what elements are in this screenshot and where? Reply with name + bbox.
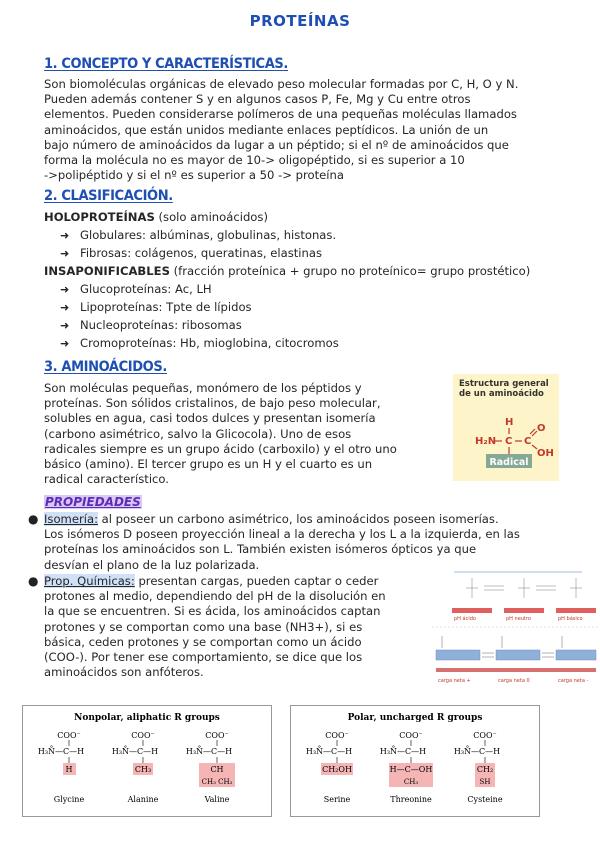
name-valine: Valine bbox=[204, 795, 230, 804]
body-line: básica, ceden protones y se comportan como un ácido bbox=[44, 634, 362, 649]
body-line: radical característico. bbox=[44, 472, 169, 487]
atom-o: O bbox=[537, 423, 546, 434]
ph-label-basic: pH básico bbox=[558, 616, 583, 622]
section-2-heading: 2. CLASIFICACIÓN. bbox=[44, 188, 173, 204]
holoproteinas-label: HOLOPROTEÍNAS bbox=[44, 210, 155, 224]
body-line: (COO-). Por tener ese comportamiento, se dice que los bbox=[44, 650, 363, 665]
nh3-label: H₃N̊—C—H bbox=[37, 747, 85, 756]
r-group-serine: CH₂OH bbox=[322, 765, 352, 774]
body-line: Pueden además contener S y en algunos casos P, Fe, Mg y Cu entre otros bbox=[44, 92, 471, 107]
amino-acid-structure-diagram bbox=[453, 374, 559, 481]
classification-list bbox=[44, 210, 564, 354]
body-line: protones al medio, dependiendo del pH de la disolución en bbox=[44, 589, 386, 604]
atom-oh: OH bbox=[537, 448, 554, 459]
amino-acid-structure-figure bbox=[453, 374, 559, 481]
properties-heading: PROPIEDADES bbox=[45, 495, 141, 509]
arrow-icon: ➜ bbox=[60, 301, 70, 314]
list-item: ➜ Globulares: albúminas, globulinas, histonas. bbox=[60, 228, 337, 242]
body-line: Son moléculas pequeñas, monómero de los péptidos y bbox=[44, 381, 362, 395]
list-item: ➜ Fibrosas: colágenos, queratinas, elastinas bbox=[60, 246, 323, 260]
nh3-label: H₃N̊—C—H bbox=[111, 747, 159, 756]
body-line: elementos. Pueden considerarse polímeros de una pequeñas moléculas llamados bbox=[44, 107, 517, 122]
polar-title: Polar, uncharged R groups bbox=[347, 713, 483, 723]
name-glycine: Glycine bbox=[53, 795, 85, 804]
ph-equilibrium-figure bbox=[432, 570, 600, 692]
section-1-heading: 1. CONCEPTO Y CARACTERÍSTICAS. bbox=[44, 56, 288, 72]
r-group-valine: CH bbox=[210, 765, 224, 774]
body-line: aminoácidos son anfóteros. bbox=[44, 665, 204, 680]
charge-label-zero: carga neta 0 bbox=[498, 678, 530, 684]
list-item: ➜ Nucleoproteínas: ribosomas bbox=[60, 318, 242, 332]
atom-amine: H₂N bbox=[475, 436, 497, 447]
body-line: Los isómeros D poseen proyección lineal a la derecha y los L a la izquierda, en las bbox=[44, 527, 520, 542]
list-item: ➜ Glucoproteínas: Ac, LH bbox=[60, 282, 212, 296]
ph-equilibrium-diagram bbox=[432, 570, 600, 692]
r-group-cysteine: CH₂ bbox=[476, 765, 494, 774]
nonpolar-amino-acids-diagram bbox=[23, 706, 271, 816]
threonine-methyl: CH₃ bbox=[403, 778, 419, 786]
name-threonine: Threonine bbox=[390, 795, 432, 804]
figure-title-1: Estructura general bbox=[459, 379, 549, 389]
body-line: aminoácidos, que están unidos mediante enlaces peptídicos. La unión de un bbox=[44, 122, 489, 137]
valine-methyls: CH₃ CH₃ bbox=[201, 778, 233, 786]
charge-label-positive: carga neta + bbox=[438, 678, 471, 684]
arrow-icon: ➜ bbox=[60, 247, 70, 260]
body-line: la que se encuentren. Si es ácida, los aminoácidos captan bbox=[44, 604, 381, 619]
bullet-icon: ● bbox=[28, 574, 39, 588]
atom-c-carboxyl: C bbox=[524, 436, 532, 447]
body-line: desvían el plano de la luz polarizada. bbox=[44, 557, 260, 572]
body-line: (carbono asimétrico, salvo la Glicocola). Uno de esos bbox=[44, 426, 352, 441]
body-line: Son biomoléculas orgánicas de elevado peso molecular formadas por C, H, O y N. bbox=[44, 77, 519, 91]
body-line: forma la molécula no es mayor de 10-> oligopéptido, si es superior a 10 bbox=[44, 153, 465, 168]
section-1-body bbox=[44, 77, 558, 183]
bullet-icon: ● bbox=[28, 512, 39, 526]
name-serine: Serine bbox=[323, 795, 351, 804]
coo-label: COO⁻ bbox=[205, 731, 229, 740]
charge-label-negative: carga neta - bbox=[558, 678, 589, 684]
name-alanine: Alanine bbox=[127, 795, 159, 804]
list-item: ➜ Cromoproteínas: Hb, mioglobina, citocromos bbox=[60, 336, 339, 350]
name-cysteine: Cysteine bbox=[467, 795, 503, 804]
quimicas-label: Prop. Químicas: bbox=[44, 574, 135, 588]
body-line: ->polipéptido y si el nº es superior a 50 -> proteína bbox=[44, 168, 344, 183]
coo-label: COO⁻ bbox=[131, 731, 155, 740]
body-line: protones y se comportan como una base (NH3+), si es bbox=[44, 619, 363, 634]
polar-panel bbox=[290, 705, 540, 817]
radical-label: Radical bbox=[489, 457, 529, 468]
nonpolar-panel bbox=[22, 705, 272, 817]
isomeria-paragraph: Isomería: al poseer un carbono asimétrico, los aminoácidos poseen isomerías. Los isómeros D poseen proyección lineal a la derecha y los L a la izquierda, en las proteínas los aminoácidos son L. También existen isómeros ópticos ya que desvían el plano de la luz polarizada. bbox=[44, 512, 558, 573]
arrow-icon: ➜ bbox=[60, 229, 70, 242]
atom-h: H bbox=[505, 417, 514, 428]
r-group-threonine: H—C—OH bbox=[389, 765, 433, 774]
atom-c-alpha: C bbox=[505, 436, 513, 447]
isomeria-label: Isomería: bbox=[44, 512, 98, 526]
coo-label: COO⁻ bbox=[57, 731, 81, 740]
nh3-label: H₃N̊—C—H bbox=[379, 747, 427, 756]
body-line: bajo número de aminoácidos da lugar a un péptido; si el nº de aminoácidos que bbox=[44, 137, 509, 152]
nh3-label: H₃N̊—C—H bbox=[185, 747, 233, 756]
ph-label-neutral: pH neutro bbox=[506, 616, 531, 622]
body-line: proteínas los aminoácidos son L. También existen isómeros ópticos ya que bbox=[44, 542, 477, 557]
nh3-label: H₃N̊—C—H bbox=[305, 747, 353, 756]
polar-amino-acids-diagram bbox=[291, 706, 539, 816]
coo-label: COO⁻ bbox=[473, 731, 497, 740]
r-group-glycine: H bbox=[65, 765, 73, 774]
quimicas-paragraph: Prop. Químicas: presentan cargas, pueden captar o ceder protones al medio, dependiendo del pH de la disolución en la que se encuentren. Si es ácida, los aminoácidos captan protones y se comportan como una base (NH3+), si es básica, ceden protones y se comportan como un ácido (COO-). Por tener ese comportamiento, se dice que los aminoácidos son anfóteros. bbox=[44, 574, 430, 680]
body-line: radicales siempre es un grupo ácido (carboxilo) y el otro uno bbox=[44, 441, 397, 456]
insaponificables-label: INSAPONIFICABLES bbox=[44, 264, 170, 278]
insaponificables-note: (fracción proteínica + grupo no proteínico= grupo prostético) bbox=[169, 264, 531, 278]
nh3-label: H₃N̊—C—H bbox=[453, 747, 501, 756]
coo-label: COO⁻ bbox=[325, 731, 349, 740]
body-line: básico (amino). El tercer grupo es un H y el cuarto es un bbox=[44, 457, 373, 472]
section-3-heading: 3. AMINOÁCIDOS. bbox=[44, 359, 167, 375]
figure-title-2: de un aminoácido bbox=[459, 389, 544, 399]
page-title: PROTEÍNAS bbox=[249, 12, 351, 30]
arrow-icon: ➜ bbox=[60, 337, 70, 350]
cysteine-sh: SH bbox=[479, 778, 491, 786]
list-item: ➜ Lipoproteínas: Tpte de lípidos bbox=[60, 300, 252, 314]
arrow-icon: ➜ bbox=[60, 283, 70, 296]
ph-label-acid: pH ácido bbox=[454, 616, 476, 622]
section-3-body bbox=[44, 381, 430, 487]
arrow-icon: ➜ bbox=[60, 319, 70, 332]
body-line: proteínas. Son sólidos cristalinos, de bajo peso molecular, bbox=[44, 396, 381, 411]
holoproteinas-note: (solo aminoácidos) bbox=[154, 210, 268, 224]
nonpolar-title: Nonpolar, aliphatic R groups bbox=[74, 713, 220, 723]
body-line: solubles en agua, casi todos dulces y presentan isomería bbox=[44, 411, 376, 426]
r-group-alanine: CH₃ bbox=[134, 765, 152, 774]
coo-label: COO⁻ bbox=[399, 731, 423, 740]
